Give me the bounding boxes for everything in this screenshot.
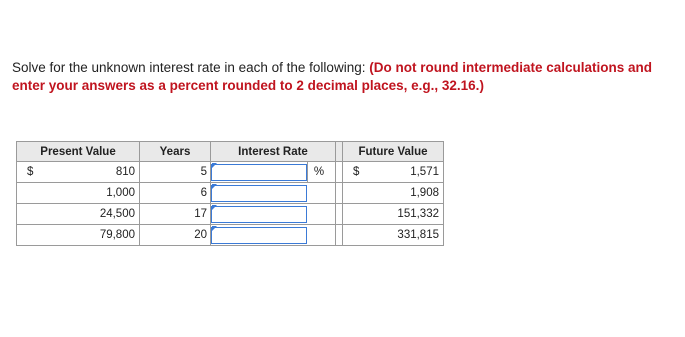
question-lead: Solve for the unknown interest rate in each of the following: (12, 60, 370, 75)
answer-flag-icon (212, 184, 217, 189)
column-gap (336, 183, 343, 204)
years-value: 5 (200, 166, 207, 178)
present-value: 24,500 (99, 208, 135, 220)
years-value: 17 (194, 208, 207, 220)
present-value-cell (17, 183, 140, 204)
present-value: 79,800 (99, 229, 135, 241)
interest-rate-input-row-2[interactable] (211, 185, 307, 202)
question-text (12, 59, 672, 94)
currency-symbol: $ (27, 166, 34, 178)
future-value-cell (343, 162, 444, 183)
future-value-cell (343, 183, 444, 204)
percent-symbol (307, 225, 329, 245)
percent-symbol (307, 204, 329, 224)
percent-symbol: % (307, 162, 330, 182)
table-row (17, 183, 444, 204)
column-gap (336, 225, 343, 246)
years-cell (140, 204, 211, 225)
answer-flag-icon (212, 226, 217, 231)
interest-rate-cell (211, 183, 336, 204)
present-value-cell (17, 225, 140, 246)
currency-symbol: $ (353, 166, 360, 178)
future-value: 1,908 (410, 187, 439, 199)
header-interest-rate: Interest Rate (211, 142, 336, 162)
years-cell (140, 183, 211, 204)
header-years: Years (140, 142, 211, 162)
interest-rate-cell (211, 162, 336, 183)
interest-rate-table (16, 141, 444, 246)
column-gap (336, 204, 343, 225)
table-header-row (17, 142, 444, 162)
future-value: 1,571 (410, 166, 439, 178)
answer-flag-icon (212, 163, 217, 168)
header-future-value: Future Value (343, 142, 444, 162)
column-gap (336, 142, 343, 162)
interest-rate-cell (211, 225, 336, 246)
future-value-cell (343, 225, 444, 246)
interest-rate-input-row-4[interactable] (211, 227, 307, 244)
present-value-cell (17, 204, 140, 225)
interest-rate-input-row-1[interactable] (211, 164, 307, 181)
interest-rate-input-row-3[interactable] (211, 206, 307, 223)
table-row (17, 225, 444, 246)
future-value: 151,332 (397, 208, 439, 220)
future-value: 331,815 (397, 229, 439, 241)
question-instruction: (Do not round intermediate calculations and enter your answers as a percent rounded to 2 decimal places, e.g., 32.16.) (12, 60, 652, 93)
column-gap (336, 162, 343, 183)
table-row (17, 204, 444, 225)
percent-symbol (307, 183, 329, 203)
years-value: 20 (194, 229, 207, 241)
years-value: 6 (200, 187, 207, 199)
years-cell (140, 162, 211, 183)
interest-rate-cell (211, 204, 336, 225)
years-cell (140, 225, 211, 246)
present-value-cell (17, 162, 140, 183)
future-value-cell (343, 204, 444, 225)
header-present-value: Present Value (17, 142, 140, 162)
present-value: 1,000 (106, 187, 135, 199)
answer-flag-icon (212, 205, 217, 210)
present-value: 810 (115, 166, 135, 178)
table-row (17, 162, 444, 183)
